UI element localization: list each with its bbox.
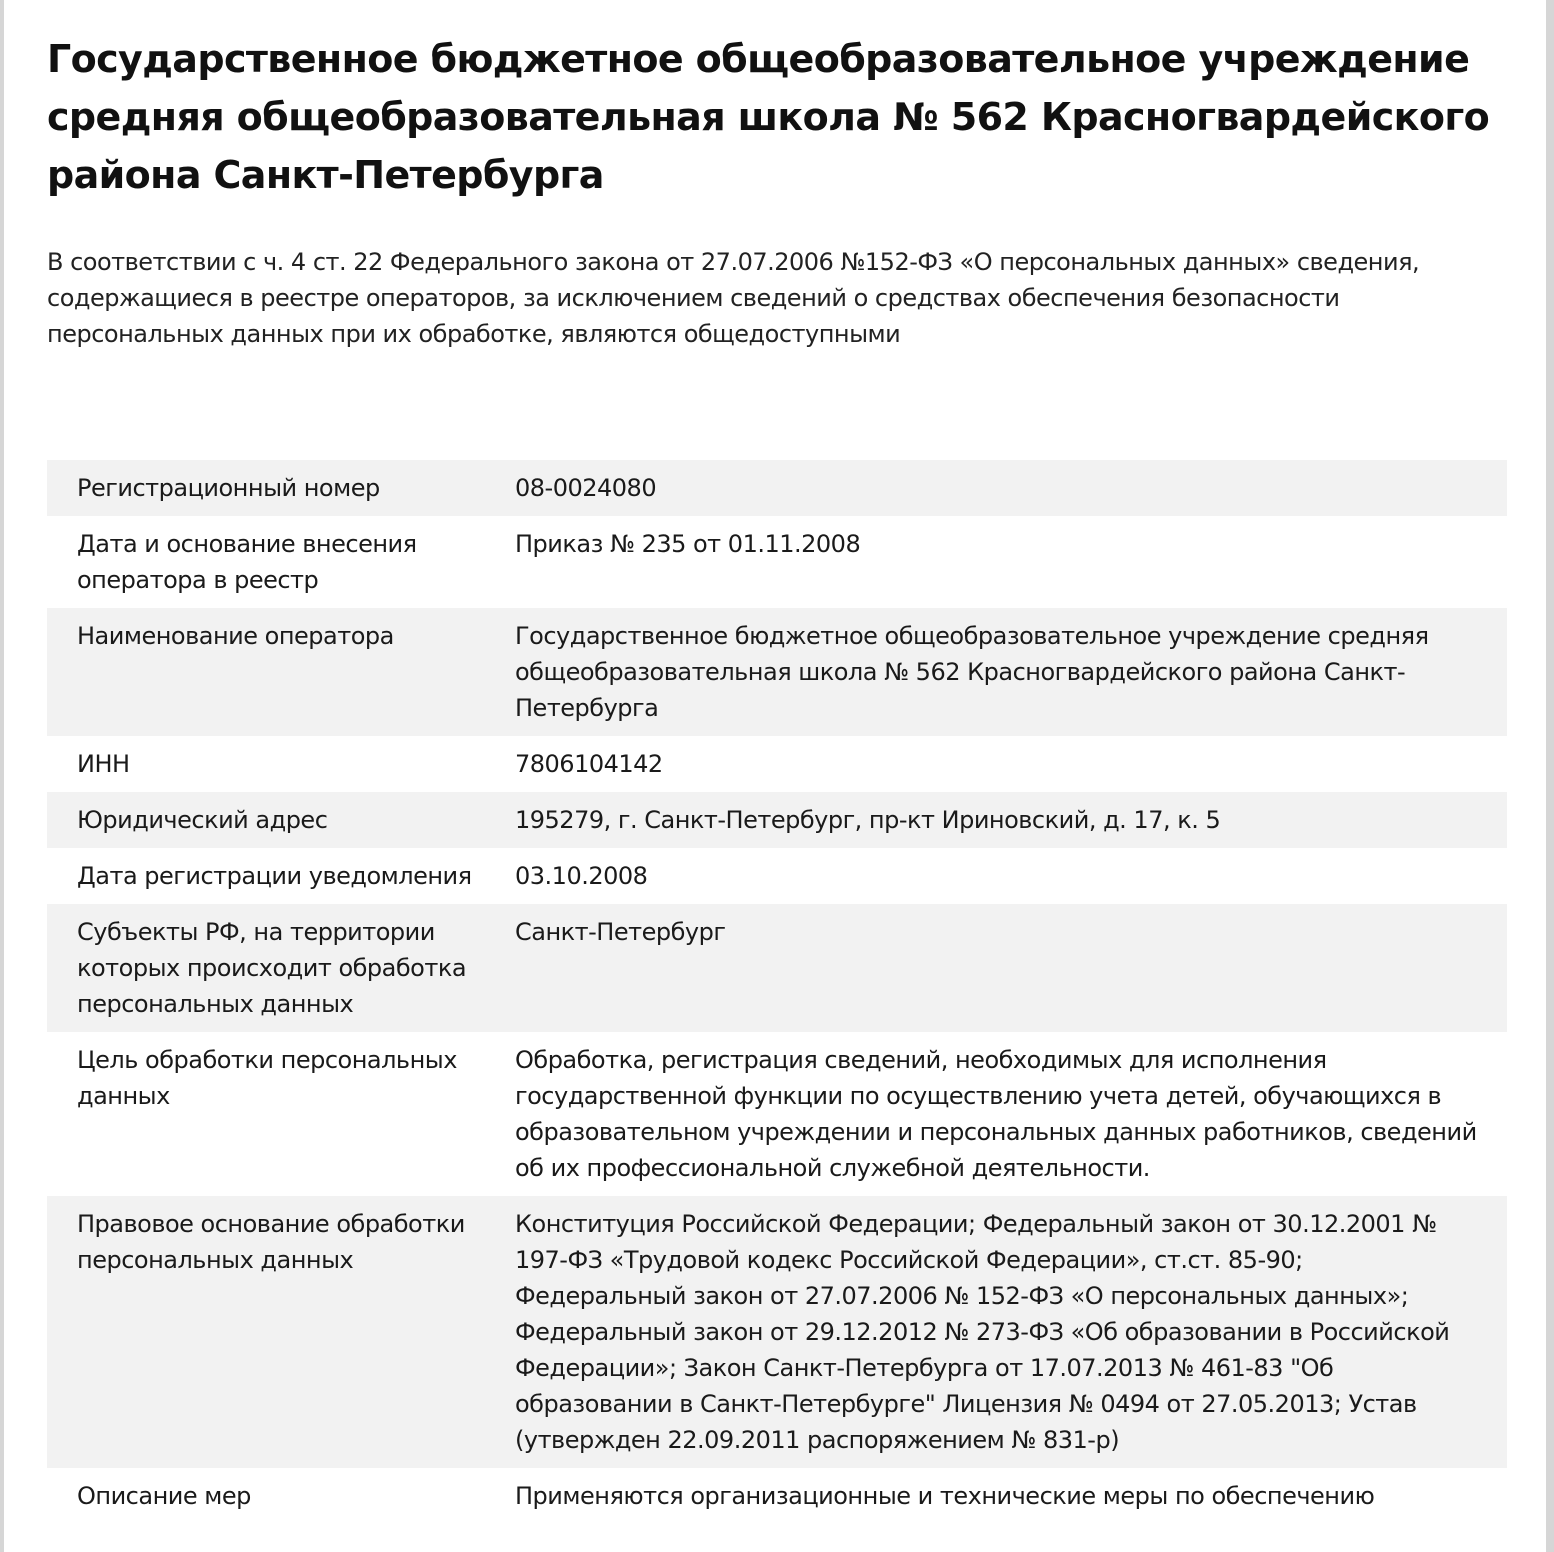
row-value: Санкт-Петербург — [515, 904, 1507, 1032]
row-label: Субъекты РФ, на территории которых происходит обработка персональных данных — [47, 904, 515, 1032]
table-row-registration-number — [47, 460, 1507, 516]
row-label: Правовое основание обработки персональных данных — [47, 1196, 515, 1468]
row-label: Регистрационный номер — [47, 460, 515, 516]
table-row-operator-name — [47, 608, 1507, 736]
operator-details-table — [47, 460, 1507, 1524]
row-label: Дата и основание внесения оператора в реестр — [77, 530, 417, 594]
table-row-legal-basis — [47, 1196, 1507, 1468]
public-notice: В соответствии с ч. 4 ст. 22 Федерального закона от 27.07.2006 №152-ФЗ «О персональных данных» сведения, содержащиеся в реестре операторов, за исключением сведений о средствах обеспечения безопасности персональных данных при их обработке, являются общедоступными — [47, 248, 1420, 348]
row-label: Описание мер — [77, 1482, 251, 1510]
row-label: Дата регистрации уведомления — [77, 862, 472, 890]
row-value: Обработка, регистрация сведений, необходимых для исполнения государственной функции по осуществлению учета детей, обучающихся в образовательном учреждении и персональных данных работников, сведений об их профессиональной служебной деятельности. — [515, 1046, 1477, 1182]
row-value: Конституция Российской Федерации; Федеральный закон от 30.12.2001 № 197-ФЗ «Трудовой кодекс Российской Федерации», ст.ст. 85-90; Федеральный закон от 27.07.2006 № 152-ФЗ «О персональных данных»; Федеральный закон от 29.12.2012 № 273-ФЗ «Об образовании в Российской Федерации»; Закон Санкт-Петербурга от 17.07.2013 № 461-83 "Об образовании в Санкт-Петербурге" Лицензия № 0494 от 27.05.2013; Устав (утвержден 22.09.2011 распоряжением № 831-р) — [515, 1196, 1507, 1468]
row-value: Государственное бюджетное общеобразовательное учреждение средняя общеобразовательная школа № 562 Красногвардейского района Санкт-Петербурга — [515, 608, 1507, 736]
row-label: ИНН — [77, 750, 130, 778]
row-label: Юридический адрес — [47, 792, 515, 848]
page-title: Государственное бюджетное общеобразовательное учреждение средняя общеобразовательная школа № 562 Красногвардейского района Санкт-Петербурга — [47, 37, 1490, 197]
scrollbar-track[interactable] — [1546, 0, 1554, 1552]
table-row-legal-address — [47, 792, 1507, 848]
table-row-registry-entry — [47, 516, 1507, 608]
page-border-left — [0, 0, 4, 1552]
table-row-processing-purpose — [47, 1032, 1507, 1196]
row-value: 195279, г. Санкт-Петербург, пр-кт Ириновский, д. 17, к. 5 — [515, 792, 1507, 848]
row-label: Цель обработки персональных данных — [77, 1046, 457, 1110]
operator-record — [47, 0, 1507, 1524]
row-label: Наименование оператора — [47, 608, 515, 736]
table-row-regions — [47, 904, 1507, 1032]
row-value: 03.10.2008 — [515, 862, 648, 890]
row-value: Приказ № 235 от 01.11.2008 — [515, 530, 861, 558]
table-row-inn — [47, 736, 1507, 792]
row-value: Применяются организационные и технические меры по обеспечению — [515, 1482, 1375, 1510]
table-row-notification-date — [47, 848, 1507, 904]
row-value: 08-0024080 — [515, 460, 1507, 516]
row-value: 7806104142 — [515, 750, 663, 778]
table-row-security-measures — [47, 1468, 1507, 1524]
